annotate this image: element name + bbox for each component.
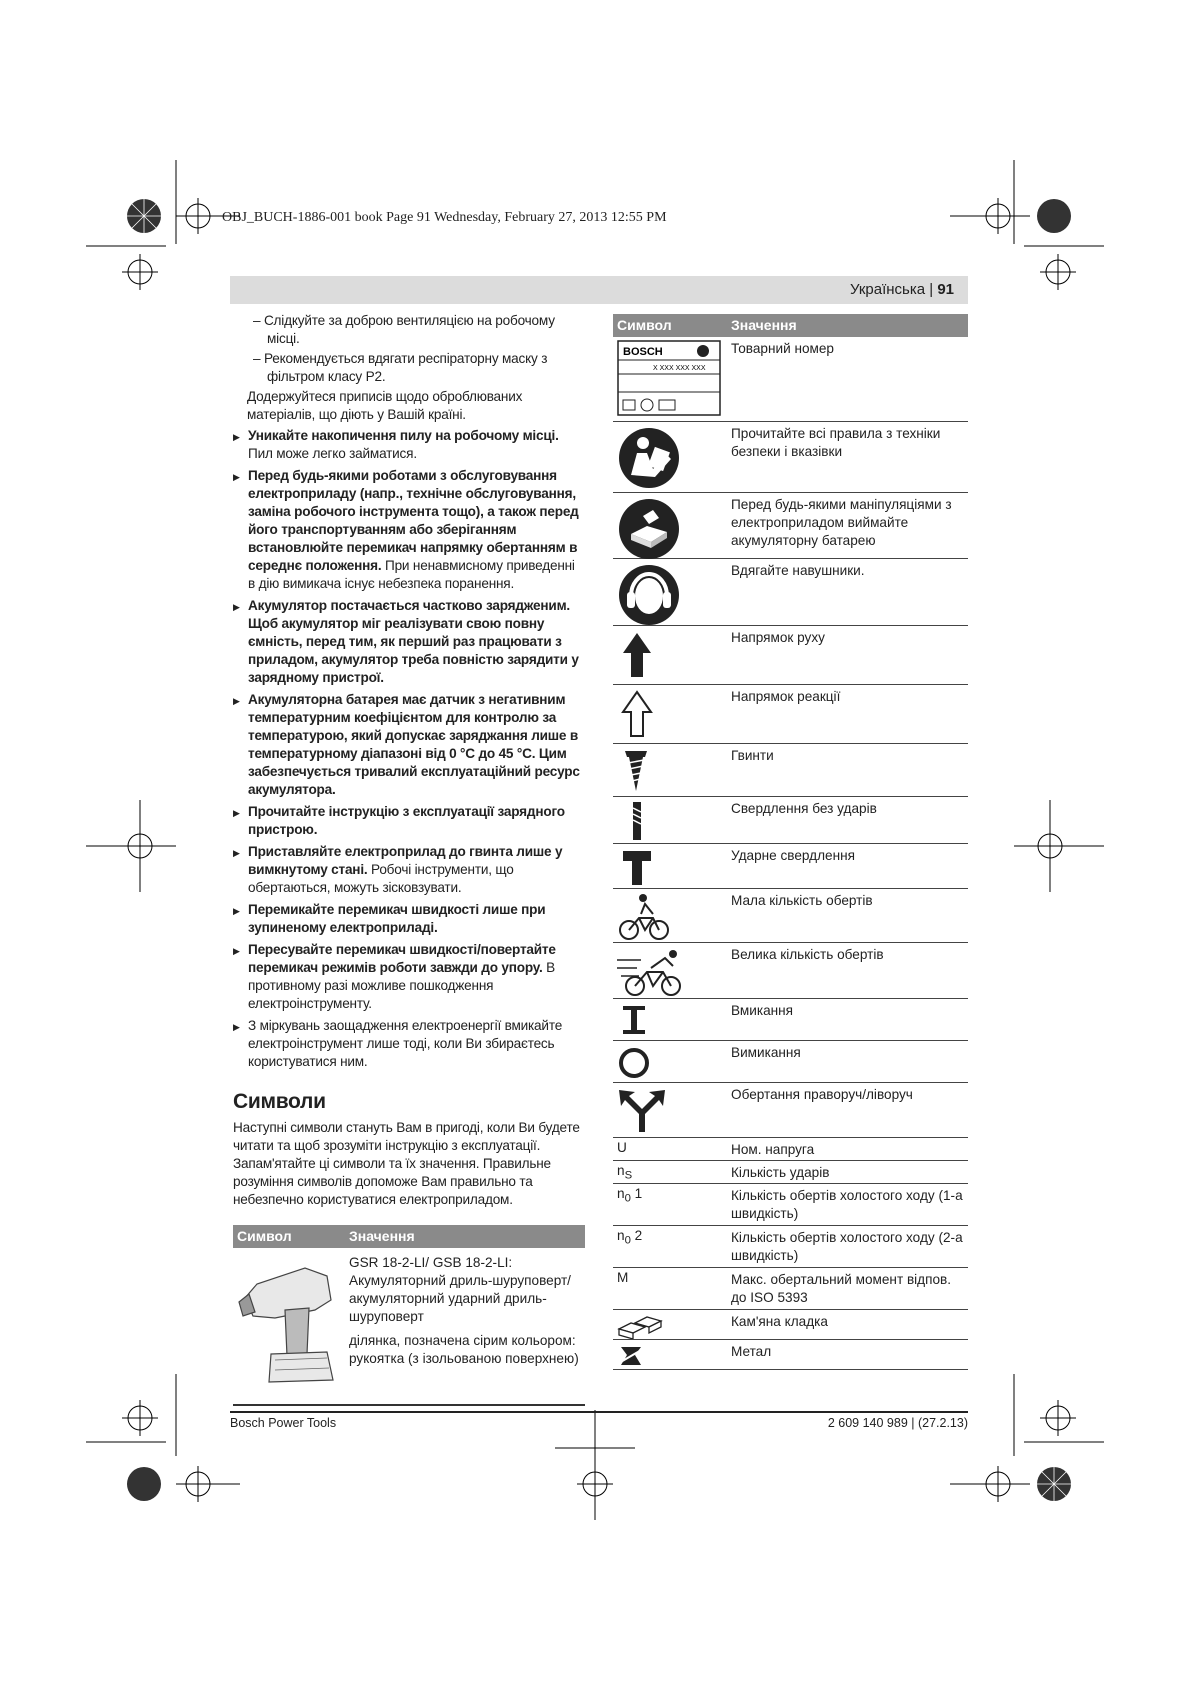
symbol-text: $n_0$ 2 <box>617 1228 643 1247</box>
table-row <box>613 943 968 999</box>
file-info-header: OBJ_BUCH-1886-001 book Page 91 Wednesday, February 27, 2013 12:55 PM <box>222 210 667 225</box>
row-text: Кількість обертів холостого ходу (2-а швидкість) <box>731 1230 963 1263</box>
bullet-item: ▶ Приставляйте електроприлад до гвинта лише у вимкнутому стані. Робочі інструменти, що обертаються, можуть зісковзувати. <box>233 843 585 897</box>
slow-bicycle-icon <box>617 892 671 942</box>
svg-text:BOSCH: BOSCH <box>623 346 663 358</box>
hammer-icon <box>617 847 657 887</box>
table-row <box>613 844 968 889</box>
on-icon <box>617 1002 657 1038</box>
row-text: Кількість ударів <box>731 1165 830 1180</box>
row-text: Напрямок реакції <box>731 689 841 704</box>
row-text: Кількість обертів холостого ходу (1-а швидкість) <box>731 1188 963 1221</box>
table-row <box>613 626 968 685</box>
remove-battery-icon <box>617 496 681 560</box>
bullet-item: ▶ Пересувайте перемикач швидкості/повертайте перемикач режимів роботи завжди до упору. В противному разі можливе пошкодження електроінструменту. <box>233 941 585 1013</box>
bullet-item: ▶ З міркувань заощадження електроенергії вмикайте електроінструмент лише тоді, коли Ви збираєтесь користуватися ним. <box>233 1017 585 1071</box>
section-text: Наступні символи стануть Вам в пригоді, коли Ви будете читати та щоб зрозуміти інструкцію з експлуатації. Запам'ятайте ці символи та їх значення. Правильне розуміння символів допоможе Вам правильно та небезпечно користуватися електроприладом. <box>233 1120 580 1207</box>
col-meaning: Значення <box>349 1228 415 1244</box>
row-text: Ударне свердлення <box>731 848 855 863</box>
table-row <box>613 337 968 422</box>
page-number: 91 <box>937 281 954 298</box>
row-text: Обертання праворуч/ліворуч <box>731 1087 913 1102</box>
table-row <box>613 1226 968 1268</box>
bullet-item: ▶ Уникайте накопичення пилу на робочому місці. Пил може легко займатися. <box>233 427 585 463</box>
table-row <box>613 1310 968 1340</box>
table-row <box>613 1184 968 1226</box>
table-row <box>613 685 968 744</box>
table-row <box>613 1138 968 1161</box>
row-text: Велика кількість обертів <box>731 947 884 962</box>
table-row <box>613 1268 968 1310</box>
reaction-arrow-icon <box>617 688 657 740</box>
direction-fork-icon <box>617 1086 667 1134</box>
symbol-text: M <box>617 1270 629 1285</box>
row-text: Перед будь-якими маніпуляціями з електроприладом виймайте акумуляторну батарею <box>731 497 952 548</box>
row-text: Напрямок руху <box>731 630 825 645</box>
col-symbol: Символ <box>617 317 672 333</box>
table-row <box>613 1340 968 1370</box>
symbol-text: $n_0$ 1 <box>617 1186 643 1205</box>
row-text: Вмикання <box>731 1003 794 1018</box>
footer-right: 2 609 140 989 | (27.2.13) <box>827 1416 968 1430</box>
table-row <box>613 797 968 844</box>
row-text: Вимикання <box>731 1045 801 1060</box>
row-text: Мала кількість обертів <box>731 893 873 908</box>
language-label: Українська <box>849 281 926 298</box>
masonry-icon <box>617 1313 663 1339</box>
dash-item: – Слідкуйте за доброю вентиляцією на робочому місці. <box>253 313 555 346</box>
table-row <box>613 889 968 943</box>
bullet-item: ▶ Прочитайте інструкцію з експлуатації зарядного пристрою. <box>233 803 585 839</box>
bullet-item: ▶ Акумулятор постачається частково зарядженим. Щоб акумулятор міг реалізувати свою повну ємність, перед тим, як перший раз працювати з приладом, акумулятор треба повністю зарядити у зарядному пристрої. <box>233 597 585 687</box>
dash-item: – Рекомендується вдягати респіраторну маску з фільтром класу Р2. <box>253 351 548 384</box>
col-symbol: Символ <box>237 1228 292 1244</box>
row-text: Макс. обертальний момент відпов. до ISO 5393 <box>731 1272 952 1305</box>
row-text: Свердлення без ударів <box>731 801 877 816</box>
footer-divider <box>230 1411 968 1413</box>
left-symbol-table <box>233 1225 585 1406</box>
table-row <box>613 999 968 1041</box>
drill-bit-icon <box>617 800 657 842</box>
language-header-bar: Українська | 91 <box>230 276 968 304</box>
row-text: Ном. напруга <box>731 1142 815 1157</box>
bullet-item: ▶ Перед будь-якими роботами з обслуговування електроприладу (напр., технічне обслуговування, заміна робочого інструмента тощо), а також перед його транспортуванням або зберіганням встановлюйте перемикач напрямку обертанням в середнє положення. При ненавмисному приведенні в дію вимикача існує небезпека поранення. <box>233 467 585 593</box>
ear-protection-icon <box>617 562 681 626</box>
symbol-text: U <box>617 1140 627 1155</box>
movement-arrow-icon <box>617 629 657 681</box>
fast-bicycle-icon <box>617 946 689 998</box>
row-text: Гвинти <box>731 748 774 763</box>
row-text: Кам'яна кладка <box>731 1314 828 1329</box>
table-row <box>233 1248 585 1406</box>
nameplate-icon <box>617 340 721 416</box>
table-header <box>613 314 968 337</box>
row-description: GSR 18-2-LI/ GSB 18-2-LI: Акумуляторний дриль-шуруповерт/ акумуляторний ударний дриль-шуруповерт ділянка, позначена сірим кольором: рукоятка (з ізольованою поверхнею) <box>349 1255 579 1366</box>
table-header <box>233 1225 585 1248</box>
row-text: Метал <box>731 1344 772 1359</box>
table-row <box>613 744 968 797</box>
drill-driver-icon <box>235 1258 347 1388</box>
read-manual-icon <box>617 425 681 489</box>
intro-text: Додержуйтеся приписів щодо оброблюваних матеріалів, що діють у Вашій країні. <box>247 389 523 422</box>
off-icon <box>617 1044 657 1080</box>
svg-text:X XXX XXX XXX: X XXX XXX XXX <box>653 365 706 372</box>
right-symbol-table <box>613 314 968 1370</box>
col-meaning: Значення <box>731 317 797 333</box>
row-text: Прочитайте всі правила з техніки безпеки і вказівки <box>731 426 941 459</box>
bullet-item: ▶ Акумуляторна батарея має датчик з негативним температурним коефіцієнтом для контролю за температурою, який допускає заряджання лише в температурному діапазоні від 0 °C до 45 °C. Цим забезпечується тривалий експлуатаційний ресурс акумулятора. <box>233 691 585 799</box>
table-row <box>613 493 968 559</box>
row-text: Товарний номер <box>731 341 834 356</box>
screw-icon <box>617 747 657 793</box>
row-text: Вдягайте навушники. <box>731 563 865 578</box>
left-column <box>233 312 585 1212</box>
bullet-item: ▶ Перемикайте перемикач швидкості лише при зупиненому електроприладі. <box>233 901 585 937</box>
table-row <box>613 422 968 493</box>
table-row <box>613 1041 968 1083</box>
metal-icon <box>617 1343 647 1369</box>
footer-left: Bosch Power Tools <box>230 1416 337 1430</box>
symbol-text: $n_S$ <box>617 1163 633 1182</box>
section-title: Символи <box>233 1090 326 1113</box>
table-row <box>613 559 968 626</box>
table-row <box>613 1161 968 1184</box>
table-row <box>613 1083 968 1138</box>
